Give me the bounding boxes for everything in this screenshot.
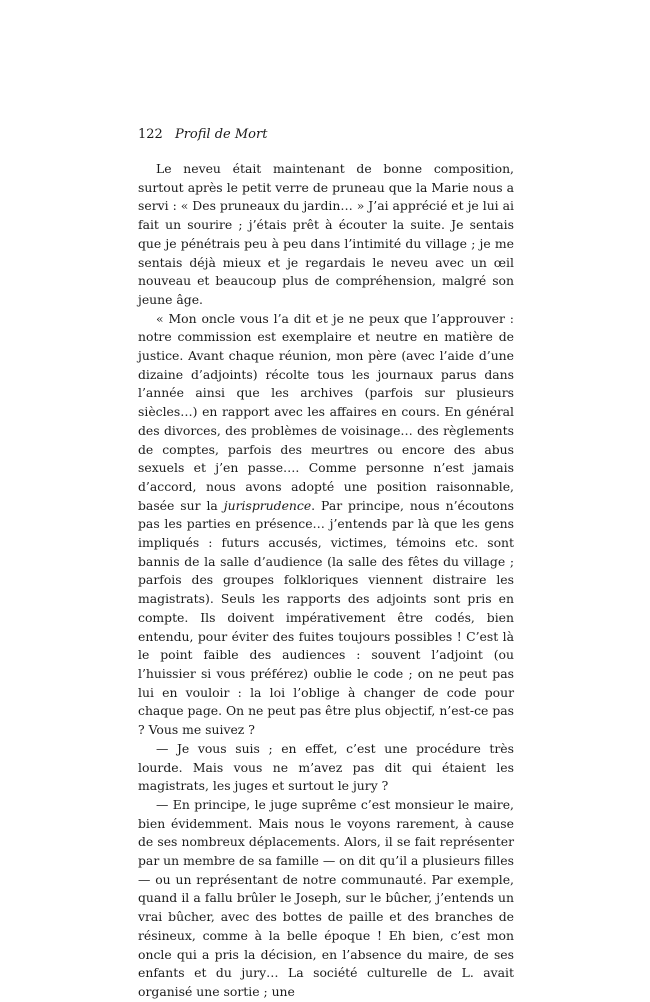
paragraph-2-part-1: « Mon oncle vous l’a dit et je ne peux que l’approuver : notre commission est exemplaire et neutre en matière de justice. Avant chaque réunion, mon père (avec l’aide d’une dizaine d’adjoints) récolte tous les journaux parus dans l’année ainsi que les archives (parfois sur plusieurs siècles…) en rapport avec les affaires en cours. En général des divorces, des problèmes de voisinage… des règlements de comptes, parfois des meurtres ou encore des abus sexuels et j’en passe…. Comme personne n’est jamais d’accord, nous avons adopté une position raisonnable, basée sur la <box>138 310 514 513</box>
paragraph-1: Le neveu était maintenant de bonne composition, surtout après le petit verre de pruneau que la Marie nous a servi : « Des pruneaux du jardin… » J’ai apprécié et je lui ai fait un sourire ; j’étais prêt à écouter la suite. Je sentais que je pénétrais peu à peu dans l’intimité du village ; je me sentais déjà mieux et je regardais le neveu avec un œil nouveau et beaucoup plus de compréhension, malgré son jeune âge. <box>138 161 514 307</box>
emphasis-jurisprudence: jurisprudence <box>223 497 312 513</box>
book-title: Profil de Mort <box>174 127 268 142</box>
paragraph-2 <box>138 310 514 740</box>
page-number: 122 <box>138 127 163 142</box>
paragraph-2-part-2: . Par principe, nous n’écoutons pas les parties en présence… j’entends par là que les gens impliqués : futurs accusés, victimes, témoins etc. sont bannis de la salle d’audience (la salle des fêtes du village ; parfois des groupes folkloriques viennent distraire les magistrats). Seuls les rapports des adjoints sont pris en compte. Ils doivent impérativement être codés, bien entendu, pour éviter des fuites toujours possibles ! C’est là le point faible des audiences : souvent l’adjoint (ou l’huissier si vous préférez) oublie le code ; on ne peut pas lui en vouloir : la loi l’oblige à changer de code pour chaque page. On ne peut pas être plus objectif, n’est-ce pas ? Vous me suivez ? <box>138 497 515 738</box>
paragraph-3: — Je vous suis ; en effet, c’est une procédure très lourde. Mais vous ne m’avez pas dit qui étaient les magistrats, les juges et surtout le jury ? <box>138 740 514 794</box>
paragraph-4: — En principe, le juge suprême c’est monsieur le maire, bien évidemment. Mais nous le voyons rarement, à cause de ses nombreux déplacements. Alors, il se fait représenter par un membre de sa famille — on dit qu’il a plusieurs filles — ou un représentant de notre communauté. Par exemple, quand il a fallu brûler le Joseph, sur le bûcher, j’entends un vrai bûcher, avec des bottes de paille et des branches de résineux, comme à la belle époque ! Eh bien, c’est mon oncle qui a pris la décision, en l’absence du maire, de ses enfants et du jury… La société culturelle de L. avait organisé une sortie ; une <box>138 796 514 999</box>
body-text <box>138 160 514 1002</box>
running-head <box>138 127 267 143</box>
